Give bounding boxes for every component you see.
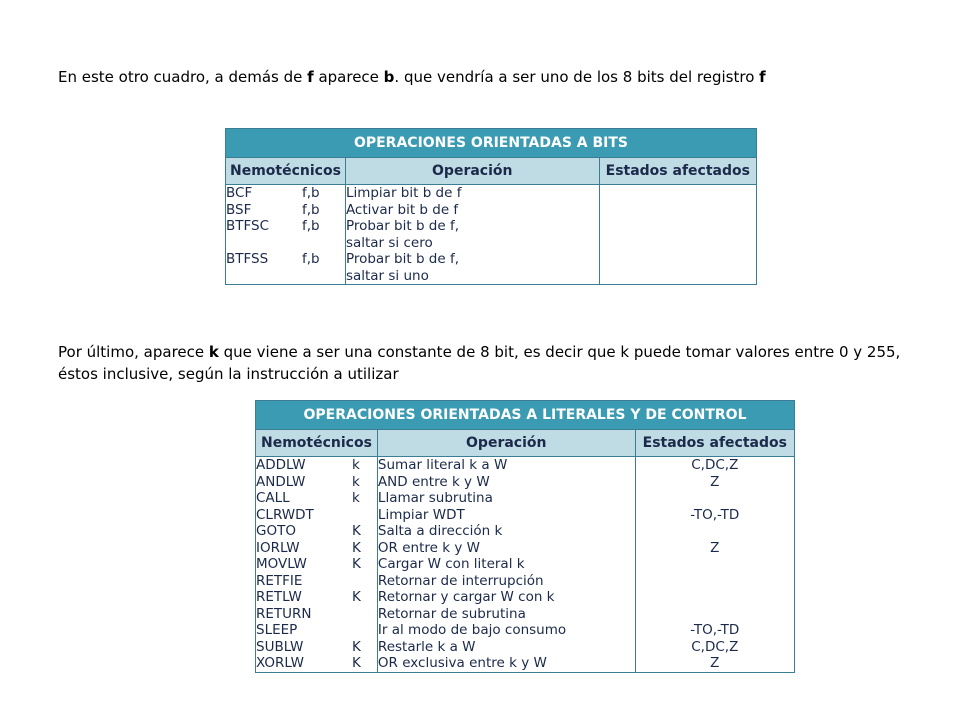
mnemonic-argument: K	[352, 638, 361, 655]
operations-cell	[377, 457, 635, 673]
table-title: OPERACIONES ORIENTADAS A BITS	[226, 129, 757, 158]
column-header-operation: Operación	[377, 430, 635, 457]
intro-paragraph-literals	[58, 341, 908, 385]
mnemonic-row	[256, 556, 377, 573]
mnemonics-cell	[226, 185, 346, 285]
mnemonic-name: ANDLW	[256, 473, 306, 490]
mnemonic-row	[256, 606, 377, 623]
mnemonic-name: BTFSS	[226, 251, 269, 267]
affected-states-text: C,DC,Z	[691, 638, 739, 655]
mnemonic-row	[256, 655, 377, 672]
paragraph-text: Por último, aparece	[58, 343, 209, 361]
paragraph-text: que viene a ser una constante de 8 bit, es decir que k puede tomar valores entre 0 y 255, éstos inclusive, según la instrucción a utilizar	[58, 343, 901, 383]
mnemonic-argument: K	[352, 556, 361, 572]
operation-text: Probar bit b de f,	[345, 218, 460, 234]
affected-states-text	[636, 606, 794, 623]
mnemonic-row	[256, 490, 377, 507]
mnemonic-argument: k	[352, 490, 360, 506]
mnemonic-row	[226, 235, 345, 252]
mnemonic-argument: K	[352, 589, 361, 605]
paragraph-text: aparece	[313, 68, 384, 86]
mnemonic-argument: K	[352, 539, 361, 556]
mnemonic-name: SLEEP	[256, 622, 298, 638]
mnemonic-argument: k	[352, 457, 360, 473]
mnemonic-row	[226, 218, 345, 235]
affected-states-text: -TO,-TD	[690, 506, 740, 523]
operation-text: OR exclusiva entre k y W	[377, 655, 547, 671]
mnemonic-row	[226, 185, 345, 202]
mnemonic-name	[226, 235, 302, 252]
affected-states-text	[636, 556, 794, 573]
mnemonic-name: RETURN	[256, 605, 312, 622]
affected-states-text	[636, 589, 794, 606]
operation-text: Llamar subrutina	[377, 490, 493, 506]
mnemonic-row	[256, 622, 377, 639]
operation-text: Retornar de interrupción	[377, 572, 544, 589]
operation-text: Limpiar bit b de f	[345, 185, 462, 201]
mnemonic-row	[256, 589, 377, 606]
mnemonic-row	[256, 457, 377, 474]
states-cell	[635, 457, 794, 673]
bold-b: b	[383, 68, 395, 86]
mnemonic-name: CALL	[256, 490, 290, 506]
operation-text: Ir al modo de bajo consumo	[377, 622, 567, 638]
operation-text: saltar si cero	[345, 234, 433, 251]
mnemonic-name: GOTO	[256, 523, 296, 539]
mnemonics-cell	[256, 457, 378, 673]
mnemonic-row	[256, 540, 377, 557]
mnemonic-name: ADDLW	[256, 457, 306, 473]
operation-text: Restarle k a W	[377, 638, 476, 655]
mnemonic-row	[256, 507, 377, 524]
states-cell	[599, 185, 756, 285]
operation-text: Activar bit b de f	[345, 201, 459, 218]
mnemonic-name: RETLW	[256, 589, 302, 605]
mnemonic-argument: k	[352, 473, 360, 490]
operation-text: Sumar literal k a W	[377, 457, 508, 473]
mnemonic-name: BTFSC	[226, 218, 270, 234]
mnemonic-name: CLRWDT	[256, 506, 314, 523]
operation-text: OR entre k y W	[377, 539, 480, 556]
bold-f: f	[759, 68, 766, 86]
mnemonic-name: MOVLW	[256, 556, 307, 572]
mnemonic-argument: K	[352, 655, 361, 671]
mnemonic-row	[226, 251, 345, 268]
affected-states-text: Z	[710, 655, 720, 671]
mnemonic-row	[256, 573, 377, 590]
intro-paragraph-bits	[58, 66, 908, 88]
mnemonic-row	[256, 523, 377, 540]
affected-states-text	[636, 490, 794, 507]
mnemonic-row	[256, 474, 377, 491]
mnemonic-argument: K	[352, 523, 361, 539]
operation-text: Retornar y cargar W con k	[377, 589, 555, 605]
mnemonic-name	[226, 268, 302, 285]
affected-states-text: Z	[710, 473, 720, 490]
mnemonic-name: SUBLW	[256, 638, 304, 655]
column-header-mnemonics: Nemotécnicos	[256, 430, 378, 457]
bold-f: f	[307, 68, 314, 86]
affected-states-text: C,DC,Z	[691, 457, 739, 473]
operation-text: Limpiar WDT	[377, 506, 465, 523]
mnemonic-name: BCF	[226, 185, 253, 201]
mnemonic-row	[226, 268, 345, 285]
operation-text: AND entre k y W	[377, 473, 490, 490]
mnemonic-name: IORLW	[256, 539, 300, 556]
operations-cell	[345, 185, 599, 285]
operation-text: saltar si uno	[345, 267, 429, 284]
operation-text: Cargar W con literal k	[377, 556, 525, 572]
column-header-states: Estados afectados	[635, 430, 794, 457]
column-header-states: Estados afectados	[599, 158, 756, 185]
bit-operations-table	[225, 128, 757, 285]
mnemonic-name: BSF	[226, 201, 252, 218]
affected-states-text: -TO,-TD	[690, 622, 740, 638]
affected-states-text: Z	[710, 539, 720, 556]
affected-states-text	[636, 523, 794, 540]
operation-text: Retornar de subrutina	[377, 605, 526, 622]
bold-k: k	[208, 343, 219, 361]
operation-text: Probar bit b de f,	[345, 251, 460, 267]
literal-control-operations-table	[255, 400, 795, 673]
mnemonic-argument: f,b	[302, 218, 320, 234]
column-header-mnemonics: Nemotécnicos	[226, 158, 346, 185]
affected-states-text	[636, 573, 794, 590]
mnemonic-row	[226, 202, 345, 219]
mnemonic-row	[256, 639, 377, 656]
table-title: OPERACIONES ORIENTADAS A LITERALES Y DE CONTROL	[256, 401, 795, 430]
paragraph-text: En este otro cuadro, a demás de	[58, 68, 308, 86]
operation-text: Salta a dirección k	[377, 523, 503, 539]
mnemonic-argument: f,b	[302, 251, 320, 267]
mnemonic-argument: f,b	[302, 201, 320, 218]
paragraph-text: . que vendría a ser uno de los 8 bits del registro	[394, 68, 760, 86]
column-header-operation: Operación	[345, 158, 599, 185]
mnemonic-name: XORLW	[256, 655, 305, 671]
mnemonic-argument: f,b	[302, 185, 320, 201]
mnemonic-name: RETFIE	[256, 572, 303, 589]
